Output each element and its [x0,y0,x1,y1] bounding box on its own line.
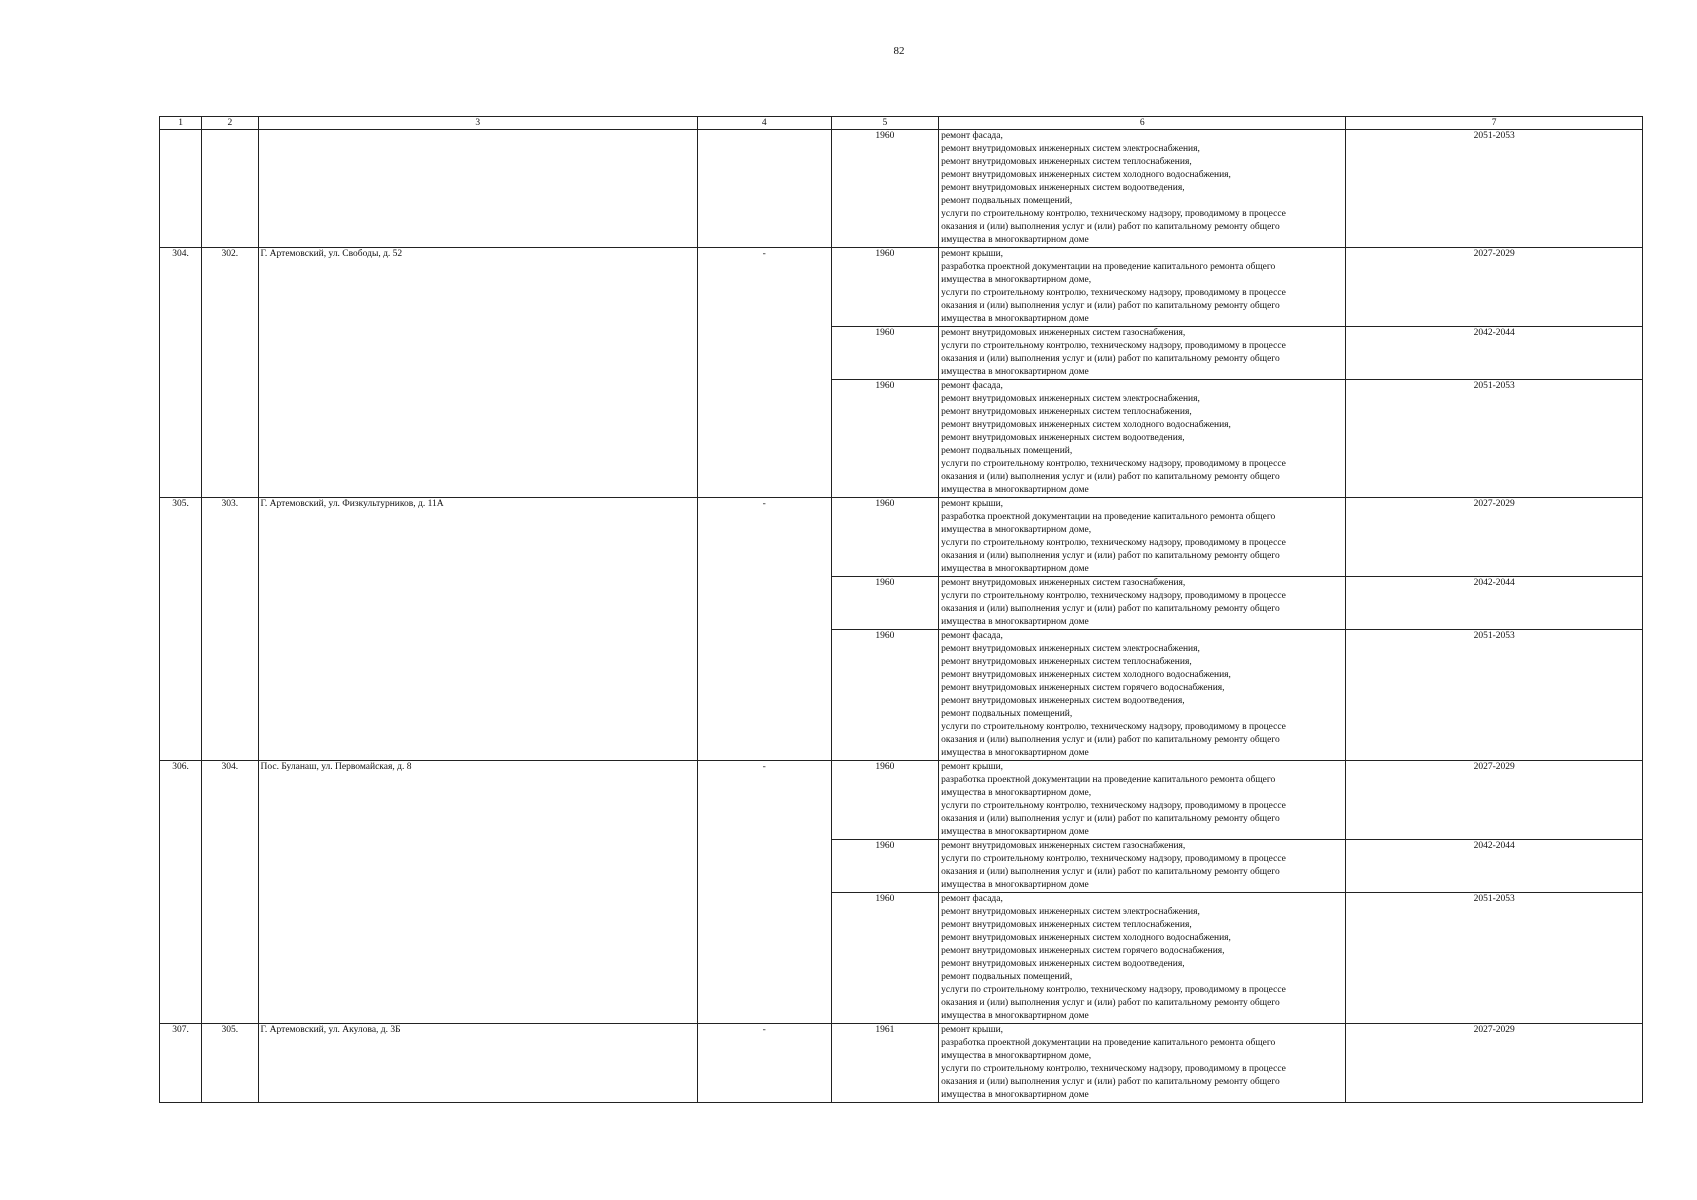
works-cell: ремонт крыши, разработка проектной документации на проведение капитального ремонта общего имущества в многоквартирном доме, услуги по строительному контролю, техническому надзору, проводимому в процессе оказания и (или) выполнения услуг и (или) работ по капитальному ремонту общего имущества в многоквартирном доме [939,1024,1346,1103]
period-cell: 2042-2044 [1346,327,1643,380]
address-cell: Пос. Буланаш, ул. Первомайская, д. 8 [258,761,697,1024]
period-cell: 2027-2029 [1346,1024,1643,1103]
column-number-row [160,117,1643,130]
column-header: 1 [160,117,202,130]
column-4-cell: - [697,1024,831,1103]
house-id-cell: 305. [202,1024,258,1103]
period-cell: 2051-2053 [1346,130,1643,248]
table-row [160,1024,1643,1103]
period-cell: 2051-2053 [1346,893,1643,1024]
period-cell: 2042-2044 [1346,840,1643,893]
period-cell: 2042-2044 [1346,577,1643,630]
works-cell: ремонт фасада, ремонт внутридомовых инженерных систем электроснабжения, ремонт внутридомовых инженерных систем теплоснабжения, ремонт внутридомовых инженерных систем холодного водоснабжения, ремонт внутридомовых инженерных систем горячего водоснабжения, ремонт внутридомовых инженерных систем водоотведения, ремонт подвальных помещений, услуги по строительному контролю, техническому надзору, проводимому в процессе оказания и (или) выполнения услуг и (или) работ по капитальному ремонту общего имущества в многоквартирном доме [939,893,1346,1024]
table-row [160,130,1643,248]
year-cell: 1960 [831,130,939,248]
works-cell: ремонт крыши, разработка проектной документации на проведение капитального ремонта общего имущества в многоквартирном доме, услуги по строительному контролю, техническому надзору, проводимому в процессе оказания и (или) выполнения услуг и (или) работ по капитальному ремонту общего имущества в многоквартирном доме [939,248,1346,327]
period-cell: 2027-2029 [1346,248,1643,327]
row-number-cell: 306. [160,761,202,1024]
column-header: 4 [697,117,831,130]
house-id-cell: 302. [202,248,258,498]
house-id-cell [202,130,258,248]
table-row [160,761,1643,840]
works-cell: ремонт фасада, ремонт внутридомовых инженерных систем электроснабжения, ремонт внутридомовых инженерных систем теплоснабжения, ремонт внутридомовых инженерных систем холодного водоснабжения, ремонт внутридомовых инженерных систем водоотведения, ремонт подвальных помещений, услуги по строительному контролю, техническому надзору, проводимому в процессе оказания и (или) выполнения услуг и (или) работ по капитальному ремонту общего имущества в многоквартирном доме [939,380,1346,498]
address-cell: Г. Артемовский, ул. Физкультурников, д. 11А [258,498,697,761]
row-number-cell: 305. [160,498,202,761]
column-header: 3 [258,117,697,130]
year-cell: 1960 [831,630,939,761]
works-cell: ремонт крыши, разработка проектной документации на проведение капитального ремонта общего имущества в многоквартирном доме, услуги по строительному контролю, техническому надзору, проводимому в процессе оказания и (или) выполнения услуг и (или) работ по капитальному ремонту общего имущества в многоквартирном доме [939,761,1346,840]
address-cell: Г. Артемовский, ул. Акулова, д. 3Б [258,1024,697,1103]
period-cell: 2051-2053 [1346,630,1643,761]
row-number-cell: 307. [160,1024,202,1103]
works-cell: ремонт фасада, ремонт внутридомовых инженерных систем электроснабжения, ремонт внутридомовых инженерных систем теплоснабжения, ремонт внутридомовых инженерных систем холодного водоснабжения, ремонт внутридомовых инженерных систем водоотведения, ремонт подвальных помещений, услуги по строительному контролю, техническому надзору, проводимому в процессе оказания и (или) выполнения услуг и (или) работ по капитальному ремонту общего имущества в многоквартирном доме [939,130,1346,248]
works-cell: ремонт внутридомовых инженерных систем газоснабжения, услуги по строительному контролю, техническому надзору, проводимому в процессе оказания и (или) выполнения услуг и (или) работ по капитальному ремонту общего имущества в многоквартирном доме [939,840,1346,893]
column-header: 5 [831,117,939,130]
table-row [160,498,1643,577]
year-cell: 1961 [831,1024,939,1103]
period-cell: 2027-2029 [1346,761,1643,840]
period-cell: 2051-2053 [1346,380,1643,498]
works-cell: ремонт крыши, разработка проектной документации на проведение капитального ремонта общего имущества в многоквартирном доме, услуги по строительному контролю, техническому надзору, проводимому в процессе оказания и (или) выполнения услуг и (или) работ по капитальному ремонту общего имущества в многоквартирном доме [939,498,1346,577]
year-cell: 1960 [831,380,939,498]
column-header: 2 [202,117,258,130]
page-number: 82 [893,45,905,57]
house-id-cell: 303. [202,498,258,761]
year-cell: 1960 [831,761,939,840]
address-cell: Г. Артемовский, ул. Свободы, д. 52 [258,248,697,498]
capital-repair-table [159,116,1643,1103]
address-cell [258,130,697,248]
column-header: 7 [1346,117,1643,130]
year-cell: 1960 [831,840,939,893]
column-4-cell: - [697,498,831,761]
row-number-cell: 304. [160,248,202,498]
year-cell: 1960 [831,248,939,327]
year-cell: 1960 [831,577,939,630]
year-cell: 1960 [831,327,939,380]
column-4-cell: - [697,248,831,498]
year-cell: 1960 [831,893,939,1024]
column-header: 6 [939,117,1346,130]
works-cell: ремонт внутридомовых инженерных систем газоснабжения, услуги по строительному контролю, техническому надзору, проводимому в процессе оказания и (или) выполнения услуг и (или) работ по капитальному ремонту общего имущества в многоквартирном доме [939,577,1346,630]
works-cell: ремонт фасада, ремонт внутридомовых инженерных систем электроснабжения, ремонт внутридомовых инженерных систем теплоснабжения, ремонт внутридомовых инженерных систем холодного водоснабжения, ремонт внутридомовых инженерных систем горячего водоснабжения, ремонт внутридомовых инженерных систем водоотведения, ремонт подвальных помещений, услуги по строительному контролю, техническому надзору, проводимому в процессе оказания и (или) выполнения услуг и (или) работ по капитальному ремонту общего имущества в многоквартирном доме [939,630,1346,761]
row-number-cell [160,130,202,248]
table-row [160,248,1643,327]
works-cell: ремонт внутридомовых инженерных систем газоснабжения, услуги по строительному контролю, техническому надзору, проводимому в процессе оказания и (или) выполнения услуг и (или) работ по капитальному ремонту общего имущества в многоквартирном доме [939,327,1346,380]
column-4-cell: - [697,761,831,1024]
column-4-cell [697,130,831,248]
year-cell: 1960 [831,498,939,577]
period-cell: 2027-2029 [1346,498,1643,577]
house-id-cell: 304. [202,761,258,1024]
